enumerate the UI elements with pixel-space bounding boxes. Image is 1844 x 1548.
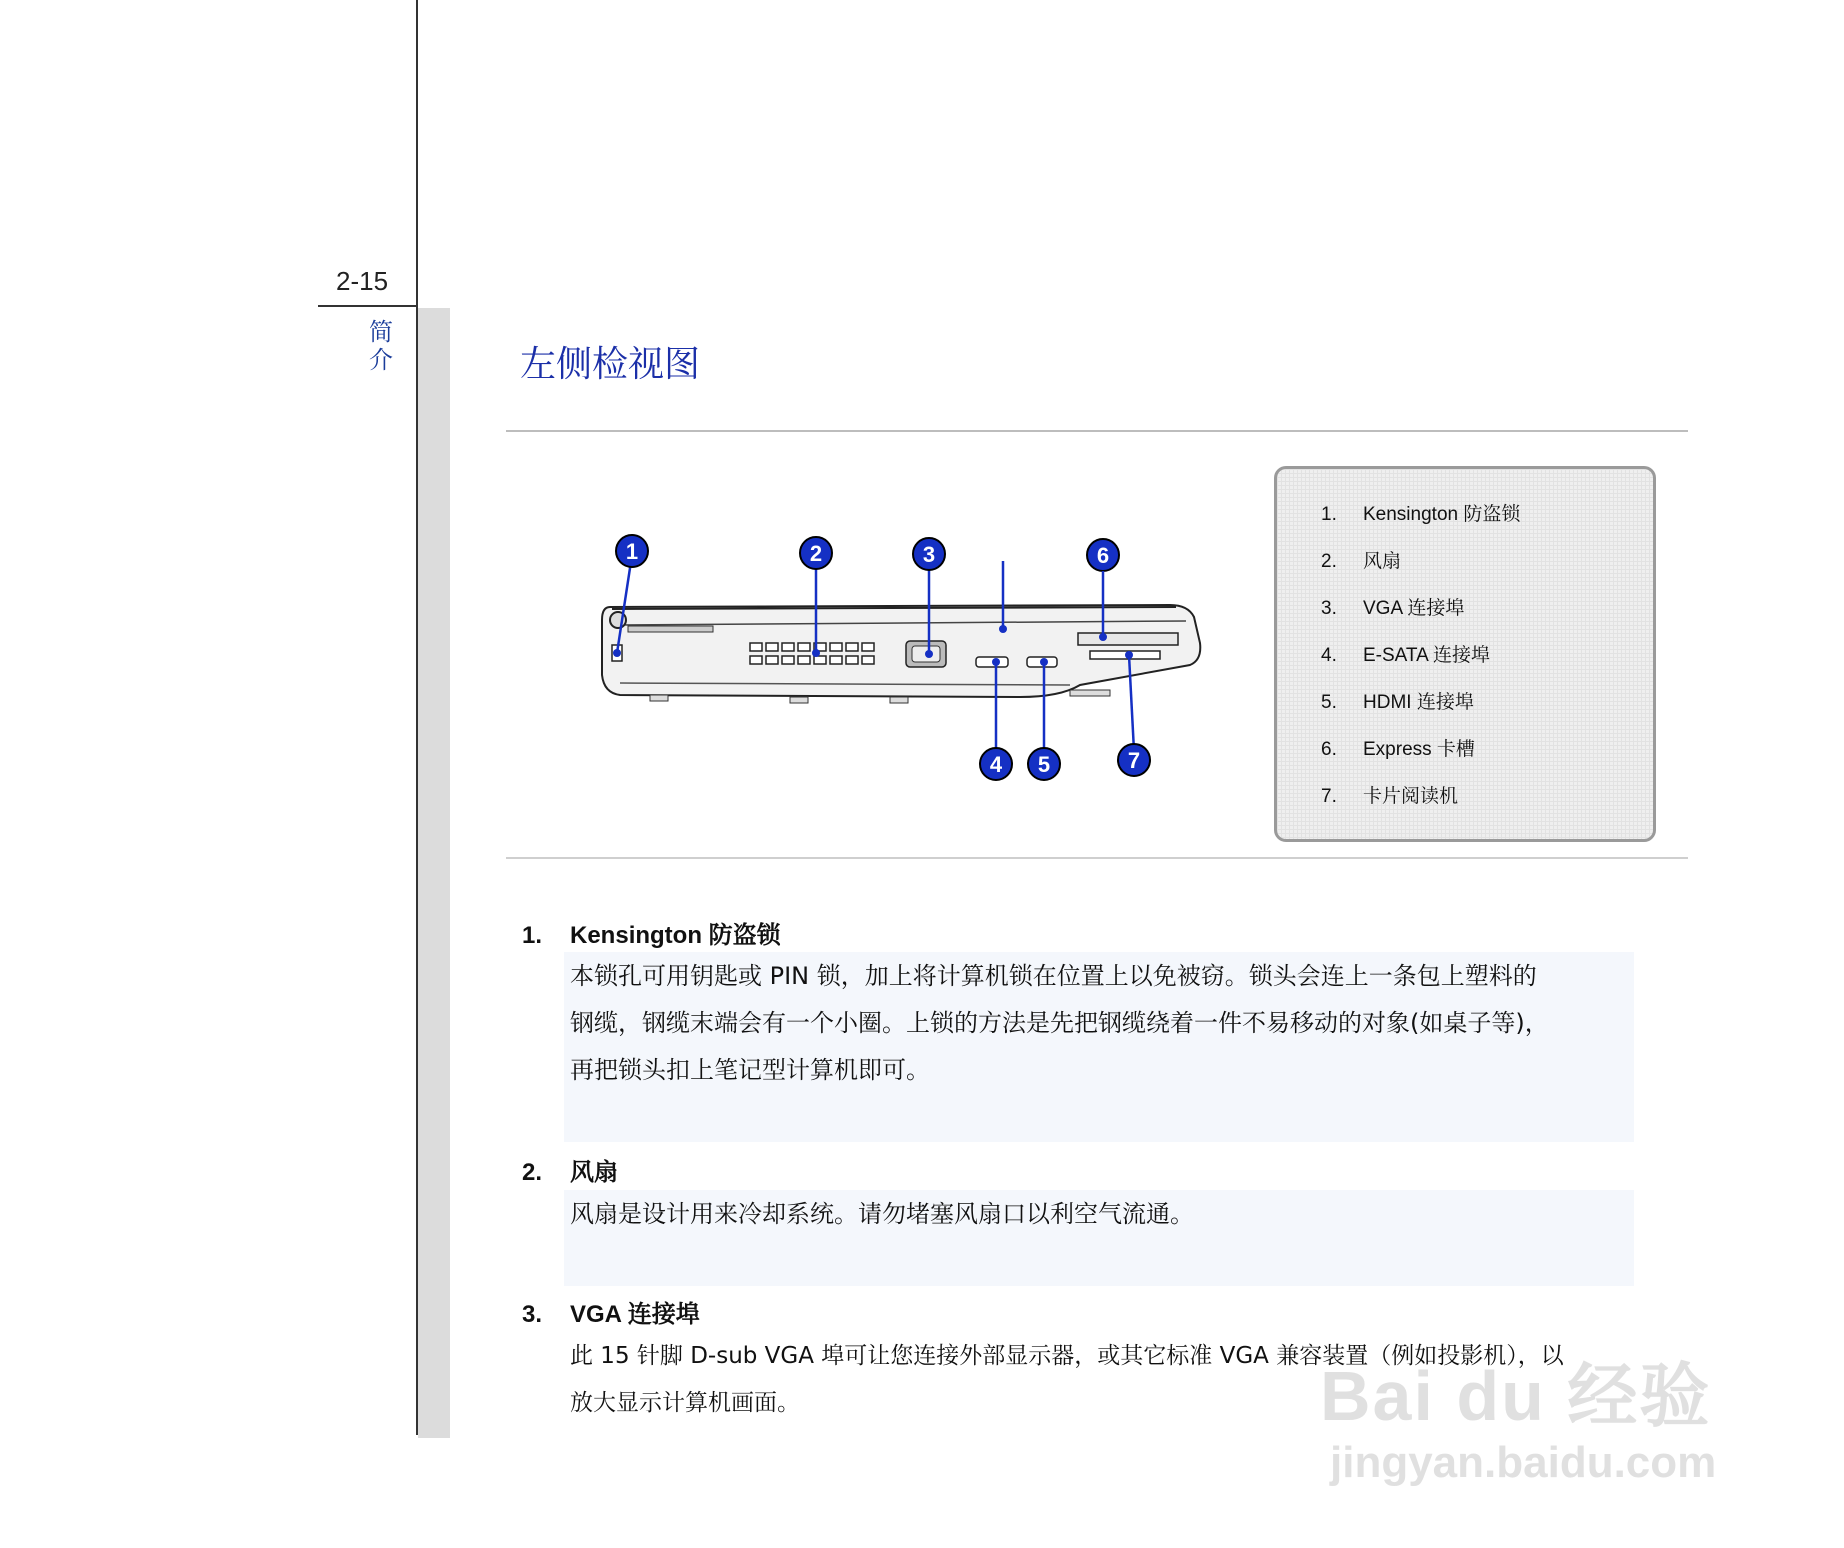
baidu-watermark-logo: Bai du 经验 (1320, 1357, 1712, 1435)
svg-text:1: 1 (625, 539, 639, 564)
section-heading-kensington: 1. Kensington 防盗锁 (522, 922, 781, 949)
section-body-kensington: 本锁孔可用钥匙或 PIN 锁，加上将计算机锁在位置上以免被窃。锁头会连上一条包上塑料的 钢缆，钢缆末端会有一个小圈。上锁的方法是先把钢缆绕着一件不易移动的对象(如桌子等)， 再把锁头扣上笔记型计算机即可。 (570, 962, 1549, 1084)
section-body-fan: 风扇是设计用来冷却系统。请勿堵塞风扇口以利空气流通。 (570, 1200, 1194, 1228)
svg-text:6: 6 (1096, 543, 1110, 568)
margin-gray-strip (418, 308, 450, 1438)
legend-item: 3. VGA 连接埠 (1321, 598, 1465, 619)
diagram-divider (506, 857, 1688, 859)
callout-7 (1118, 744, 1150, 776)
legend-item: 1. Kensington 防盗锁 (1321, 504, 1521, 525)
title-divider (506, 430, 1688, 432)
callout-6 (1087, 539, 1119, 571)
callout-3 (913, 538, 945, 570)
baidu-watermark-url: jingyan.baidu.com (1330, 1438, 1717, 1487)
section-body-vga: 此 15 针脚 D-sub VGA 埠可让您连接外部显示器，或其它标准 VGA 兼容装置（例如投影机），以 放大显示计算机画面。 (570, 1343, 1564, 1416)
legend-item: 6. Express 卡槽 (1321, 739, 1475, 760)
section-heading-fan: 2. 风扇 (522, 1159, 618, 1186)
express-card-slot-icon (1078, 633, 1178, 645)
callout-4 (980, 748, 1012, 780)
legend-box (1274, 466, 1656, 842)
callout-2 (800, 537, 832, 569)
section-heading-vga: 3. VGA 连接埠 (522, 1301, 700, 1328)
callout-1 (616, 535, 648, 567)
svg-text:3: 3 (922, 542, 936, 567)
page-number: 2-15 (336, 266, 389, 296)
legend-item: 2. 风扇 (1321, 551, 1402, 572)
chapter-label: 简介 (369, 318, 393, 374)
svg-text:2: 2 (809, 541, 823, 566)
legend-item: 4. E-SATA 连接埠 (1321, 645, 1491, 666)
svg-text:5: 5 (1037, 752, 1051, 777)
svg-text:4: 4 (989, 752, 1003, 777)
page-number-rule (318, 305, 418, 307)
svg-text:7: 7 (1127, 748, 1141, 773)
callout-5 (1028, 748, 1060, 780)
legend-item: 7. 卡片阅读机 (1321, 786, 1459, 807)
laptop-left-side-diagram (590, 525, 1210, 795)
legend-item: 5. HDMI 连接埠 (1321, 692, 1474, 713)
page-title: 左侧检视图 (520, 344, 701, 385)
